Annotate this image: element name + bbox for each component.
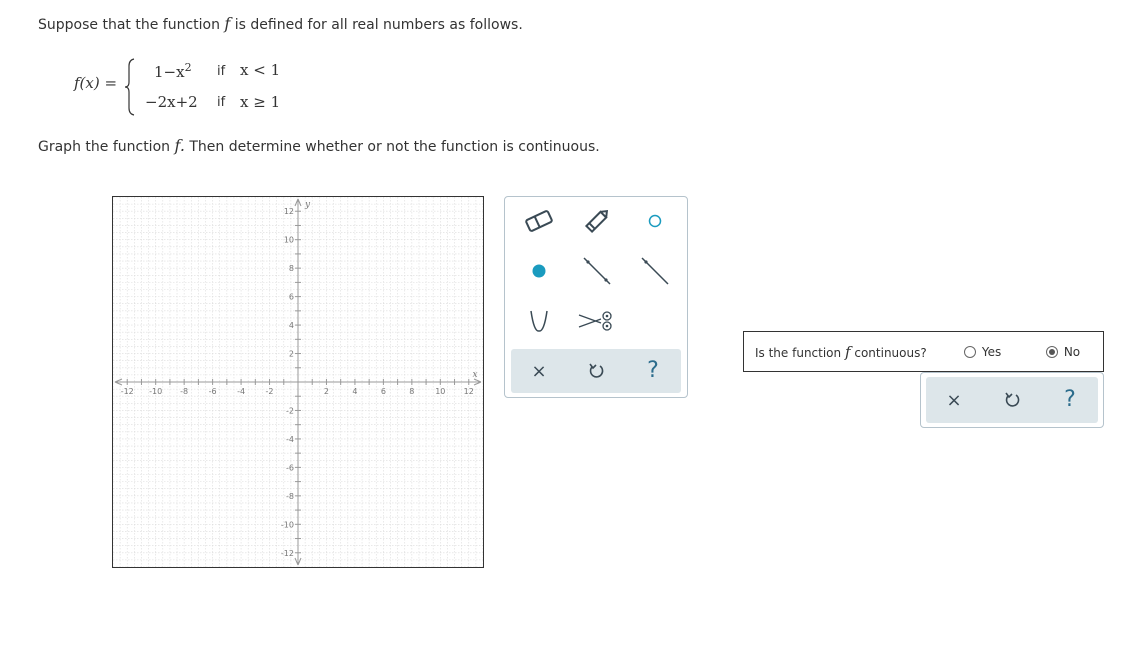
parabola-icon [527,308,551,334]
segment-icon [580,254,614,288]
eraser-icon [524,209,554,233]
help-icon: ? [1064,386,1076,412]
graph-tool-palette [504,196,688,398]
closed-point-icon [531,263,547,279]
graph-help-button[interactable] [633,353,673,387]
x-tick-label: 10 [435,387,446,396]
x-tick-label: -4 [237,387,246,396]
closed-point-tool[interactable] [517,251,561,291]
open-point-icon [647,213,663,229]
case2-condition: x ≥ 1 [240,93,281,111]
option-no-label: No [1063,344,1081,359]
y-tick-label: 6 [288,292,294,302]
y-tick-label: 2 [288,349,294,359]
x-tick-label: -8 [180,387,189,396]
palette-action-bar [511,349,681,393]
x-tick-label: 2 [323,387,330,396]
pencil-icon [582,206,612,236]
segment-tool[interactable] [575,251,619,291]
x-tick-label: -10 [149,387,163,396]
y-tick-label: -4 [286,434,294,444]
answer-help-button[interactable] [1050,382,1090,416]
x-tick-label: -2 [265,387,274,396]
scissors-icon [577,308,617,334]
brace-icon [124,58,136,116]
x-axis-label: x [472,370,478,380]
x-tick-label: -12 [120,387,134,396]
y-tick-label: 12 [283,207,294,217]
answer-action-panel [920,372,1104,428]
ray-tool[interactable] [633,251,677,291]
intro-text-pre: Suppose that the function [38,17,220,33]
eraser-tool[interactable] [517,201,561,241]
intro-text-post: is defined for all real numbers as follows. [234,17,523,33]
x-tick-label: 12 [463,387,474,396]
question-text [755,343,927,361]
y-tick-label: 10 [283,235,294,245]
continuity-question [743,331,1104,372]
case2-if: if [217,95,226,110]
answer-action-bar [926,377,1098,423]
undo-icon [587,362,605,380]
function-lhs: f(x) = [74,74,118,92]
question-function-name: f [844,343,851,361]
clear-graph-button[interactable] [519,354,559,388]
option-yes-label: Yes [981,344,1002,359]
y-tick-label: -12 [280,548,294,558]
undo-answer-button[interactable] [992,383,1032,417]
y-tick-label: 8 [288,264,294,274]
clear-answer-button[interactable] [934,383,974,417]
graph-canvas[interactable] [112,196,484,568]
radio-no[interactable] [1046,346,1058,358]
graph-svg[interactable] [113,197,483,567]
y-tick-label: -6 [286,463,294,473]
option-yes[interactable] [964,344,1001,359]
x-tick-label: 4 [352,387,358,396]
instruction-function-name: f. [174,136,185,155]
undo-icon [1003,391,1021,409]
ray-icon [638,254,672,288]
open-point-tool[interactable] [633,201,677,241]
y-tick-label: -10 [280,520,294,530]
case1-expression [154,61,192,81]
intro-function-name: f [224,14,231,33]
y-tick-label: -2 [286,406,294,416]
case2-expression: −2x+2 [145,93,198,111]
help-icon: ? [647,357,659,383]
y-tick-label: -8 [286,491,294,501]
instruction-pre: Graph the function [38,139,171,155]
x-tick-label: -6 [208,387,217,396]
x-tick-label: 8 [409,387,415,396]
close-icon: × [946,389,962,411]
parabola-tool[interactable] [517,301,561,341]
y-tick-label: 4 [288,321,294,331]
undo-graph-button[interactable] [576,354,616,388]
option-no[interactable] [1046,344,1080,359]
y-axis-label: y [305,200,311,210]
close-icon: × [531,360,547,382]
radio-yes[interactable] [964,346,976,358]
case1-expr-base: 1−x [154,63,185,81]
question-text-post: continuous? [854,346,927,360]
piecewise-definition [74,56,304,118]
question-text-pre: Is the function [755,346,842,360]
problem-intro [38,14,523,33]
case1-condition: x < 1 [240,61,281,79]
pencil-tool[interactable] [575,201,619,241]
case1-if: if [217,64,226,79]
scissors-tool[interactable] [575,301,619,341]
x-tick-label: 6 [380,387,386,396]
instruction [38,136,600,155]
case1-expr-exponent: 2 [184,61,192,74]
instruction-post: Then determine whether or not the function is continuous. [189,139,600,155]
